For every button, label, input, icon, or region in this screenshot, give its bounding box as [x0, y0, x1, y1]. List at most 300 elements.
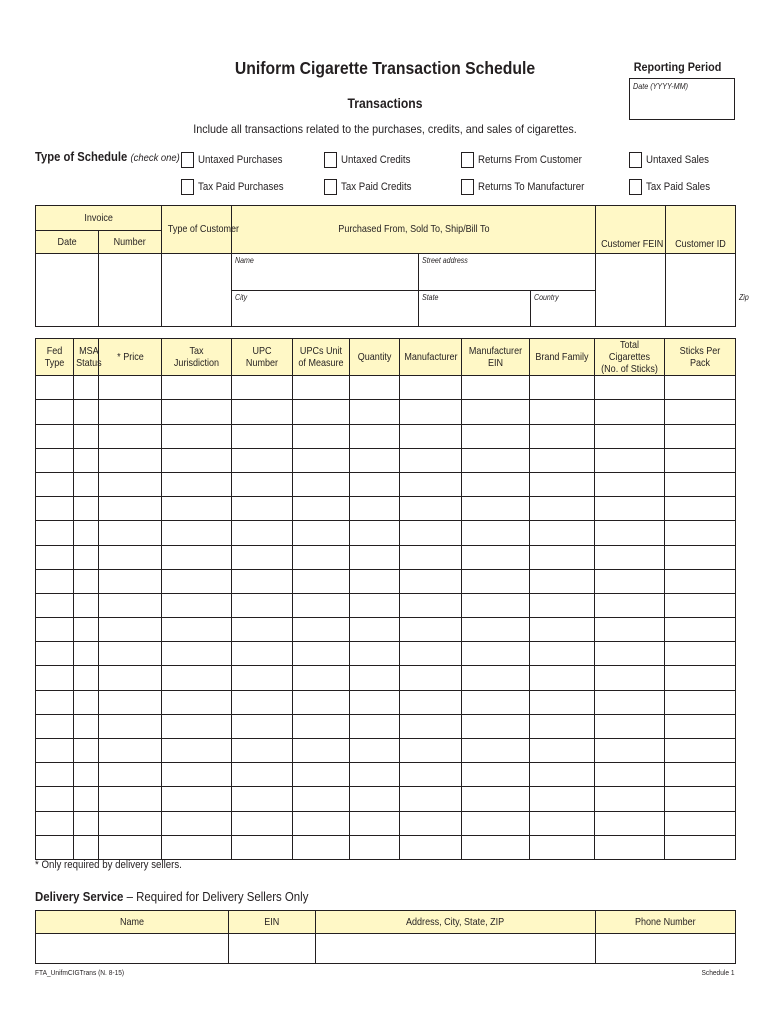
transaction-cell[interactable]: [462, 376, 530, 400]
transaction-cell[interactable]: [99, 739, 162, 763]
transaction-cell[interactable]: [74, 714, 99, 738]
transaction-cell[interactable]: [162, 376, 232, 400]
transaction-cell[interactable]: [74, 545, 99, 569]
transactions-header-cell: Quantity: [350, 339, 400, 376]
transaction-cell[interactable]: [293, 400, 350, 424]
transaction-row: [36, 472, 736, 496]
transaction-cell[interactable]: [350, 787, 400, 811]
instructions: Include all transactions related to the purchases, credits, and sales of cigarettes.: [193, 122, 577, 136]
type-of-customer-field[interactable]: [162, 254, 232, 327]
transaction-cell[interactable]: [232, 618, 293, 642]
checkbox-box[interactable]: [181, 152, 194, 168]
transaction-cell[interactable]: [595, 472, 665, 496]
delivery-name-header: Name: [36, 911, 229, 934]
transaction-cell[interactable]: [74, 569, 99, 593]
transaction-cell[interactable]: [232, 472, 293, 496]
transaction-cell[interactable]: [162, 448, 232, 472]
transaction-cell[interactable]: [530, 618, 595, 642]
transaction-row: [36, 497, 736, 521]
city-field[interactable]: City: [232, 291, 419, 327]
checkbox-box[interactable]: [461, 179, 474, 195]
transaction-cell[interactable]: [36, 714, 74, 738]
transaction-cell[interactable]: [400, 521, 462, 545]
checkbox-tax-paid-credits[interactable]: [324, 179, 421, 195]
transaction-cell[interactable]: [665, 545, 736, 569]
transaction-cell[interactable]: [36, 690, 74, 714]
transaction-cell[interactable]: [462, 811, 530, 835]
transaction-cell[interactable]: [162, 835, 232, 859]
transaction-cell[interactable]: [74, 811, 99, 835]
street-address-field[interactable]: Street address: [419, 254, 596, 291]
transaction-cell[interactable]: [293, 787, 350, 811]
transaction-cell[interactable]: [36, 424, 74, 448]
transaction-cell[interactable]: [99, 521, 162, 545]
transaction-cell[interactable]: [293, 763, 350, 787]
delivery-ein-field[interactable]: [229, 934, 316, 964]
transaction-cell[interactable]: [99, 376, 162, 400]
invoice-number-field[interactable]: [99, 254, 162, 327]
transaction-cell[interactable]: [293, 521, 350, 545]
checkbox-untaxed-sales[interactable]: [629, 152, 718, 168]
invoice-table: Invoice Type of Customer Purchased From, Sold To, Ship/Bill To Customer FEIN Customer ID Date Number Name Street address City State Country Zip: [35, 205, 736, 327]
transaction-cell[interactable]: [74, 739, 99, 763]
transaction-cell[interactable]: [36, 521, 74, 545]
transaction-cell[interactable]: [99, 642, 162, 666]
transaction-cell[interactable]: [99, 835, 162, 859]
transaction-cell[interactable]: [350, 497, 400, 521]
transaction-cell[interactable]: [665, 739, 736, 763]
transaction-cell[interactable]: [350, 642, 400, 666]
checkbox-tax-paid-sales[interactable]: [629, 179, 719, 195]
transaction-row: [36, 448, 736, 472]
transaction-cell[interactable]: [530, 569, 595, 593]
transaction-cell[interactable]: [293, 448, 350, 472]
transaction-cell[interactable]: [232, 835, 293, 859]
transaction-cell[interactable]: [530, 642, 595, 666]
transaction-cell[interactable]: [530, 666, 595, 690]
checkbox-untaxed-credits[interactable]: [324, 152, 420, 168]
transaction-cell[interactable]: [400, 448, 462, 472]
transaction-cell[interactable]: [162, 593, 232, 617]
transaction-row: [36, 714, 736, 738]
form-subtitle: Transactions: [347, 96, 423, 111]
transaction-cell[interactable]: [162, 472, 232, 496]
transaction-row: [36, 642, 736, 666]
transaction-cell[interactable]: [74, 472, 99, 496]
transaction-cell[interactable]: [232, 811, 293, 835]
transaction-cell[interactable]: [665, 593, 736, 617]
transaction-cell[interactable]: [595, 593, 665, 617]
transaction-cell[interactable]: [99, 787, 162, 811]
transaction-cell[interactable]: [350, 835, 400, 859]
transaction-cell[interactable]: [350, 666, 400, 690]
transaction-cell[interactable]: [530, 424, 595, 448]
transaction-cell[interactable]: [293, 424, 350, 448]
transaction-cell[interactable]: [530, 835, 595, 859]
transaction-cell[interactable]: [293, 618, 350, 642]
transaction-cell[interactable]: [36, 448, 74, 472]
transaction-cell[interactable]: [400, 618, 462, 642]
transaction-cell[interactable]: [595, 835, 665, 859]
transaction-cell[interactable]: [595, 497, 665, 521]
transaction-cell[interactable]: [36, 400, 74, 424]
transaction-cell[interactable]: [232, 787, 293, 811]
transaction-cell[interactable]: [665, 376, 736, 400]
transaction-cell[interactable]: [293, 545, 350, 569]
delivery-name-field[interactable]: [36, 934, 229, 964]
transaction-cell[interactable]: [350, 400, 400, 424]
transaction-cell[interactable]: [232, 497, 293, 521]
transaction-cell[interactable]: [595, 618, 665, 642]
transaction-cell[interactable]: [350, 448, 400, 472]
transaction-cell[interactable]: [162, 763, 232, 787]
delivery-service-heading: [35, 889, 308, 904]
transaction-cell[interactable]: [665, 714, 736, 738]
transaction-cell[interactable]: [595, 666, 665, 690]
transaction-cell[interactable]: [232, 448, 293, 472]
delivery-phone-header: Phone Number: [596, 911, 736, 934]
transaction-cell[interactable]: [162, 497, 232, 521]
transaction-cell[interactable]: [162, 569, 232, 593]
transaction-cell[interactable]: [350, 739, 400, 763]
transaction-cell[interactable]: [74, 448, 99, 472]
transaction-cell[interactable]: [36, 618, 74, 642]
transaction-cell[interactable]: [350, 714, 400, 738]
transaction-cell[interactable]: [74, 497, 99, 521]
transaction-cell[interactable]: [293, 497, 350, 521]
transaction-cell[interactable]: [232, 714, 293, 738]
transaction-cell[interactable]: [462, 739, 530, 763]
transaction-cell[interactable]: [99, 593, 162, 617]
transaction-cell[interactable]: [462, 835, 530, 859]
checkbox-label: Tax Paid Sales: [646, 181, 711, 193]
transaction-row: [36, 787, 736, 811]
transaction-cell[interactable]: [162, 739, 232, 763]
transaction-cell[interactable]: [665, 666, 736, 690]
name-field[interactable]: Name: [232, 254, 419, 291]
invoice-date-header: Date: [36, 231, 99, 254]
transaction-cell[interactable]: [162, 618, 232, 642]
transaction-cell[interactable]: [595, 763, 665, 787]
transaction-cell[interactable]: [293, 811, 350, 835]
transaction-cell[interactable]: [462, 690, 530, 714]
transaction-cell[interactable]: [462, 714, 530, 738]
transaction-cell[interactable]: [36, 376, 74, 400]
transaction-cell[interactable]: [162, 521, 232, 545]
transaction-cell[interactable]: [162, 400, 232, 424]
transaction-cell[interactable]: [74, 666, 99, 690]
transaction-cell[interactable]: [665, 787, 736, 811]
transaction-cell[interactable]: [462, 400, 530, 424]
transaction-cell[interactable]: [293, 472, 350, 496]
transaction-cell[interactable]: [74, 618, 99, 642]
checkbox-returns-to-manufacturer[interactable]: [461, 179, 599, 195]
transaction-cell[interactable]: [530, 811, 595, 835]
transaction-cell[interactable]: [232, 424, 293, 448]
transaction-cell[interactable]: [350, 811, 400, 835]
transaction-cell[interactable]: [162, 642, 232, 666]
transaction-cell[interactable]: [36, 472, 74, 496]
checkbox-box[interactable]: [324, 179, 337, 195]
transaction-cell[interactable]: [232, 593, 293, 617]
transaction-cell[interactable]: [530, 545, 595, 569]
transaction-cell[interactable]: [36, 497, 74, 521]
transaction-cell[interactable]: [530, 787, 595, 811]
transaction-cell[interactable]: [350, 593, 400, 617]
transaction-cell[interactable]: [99, 400, 162, 424]
transaction-cell[interactable]: [530, 690, 595, 714]
transaction-cell[interactable]: [665, 472, 736, 496]
transaction-cell[interactable]: [462, 787, 530, 811]
transaction-cell[interactable]: [232, 642, 293, 666]
transaction-cell[interactable]: [595, 424, 665, 448]
transaction-cell[interactable]: [530, 739, 595, 763]
delivery-phone-field[interactable]: [596, 934, 736, 964]
transaction-cell[interactable]: [462, 569, 530, 593]
delivery-footnote: * Only required by delivery sellers.: [35, 859, 182, 871]
form-id: FTA_UnifmCIGTrans (N. 8-15): [35, 968, 125, 977]
transaction-cell[interactable]: [99, 690, 162, 714]
transaction-cell[interactable]: [462, 424, 530, 448]
country-field[interactable]: Country: [531, 291, 596, 327]
transaction-cell[interactable]: [462, 545, 530, 569]
transaction-cell[interactable]: [232, 739, 293, 763]
transaction-cell[interactable]: [293, 666, 350, 690]
transaction-row: [36, 545, 736, 569]
transaction-cell[interactable]: [400, 472, 462, 496]
transaction-cell[interactable]: [462, 497, 530, 521]
checkbox-tax-paid-purchases[interactable]: [181, 179, 295, 195]
transaction-cell[interactable]: [99, 618, 162, 642]
transaction-cell[interactable]: [400, 763, 462, 787]
transaction-cell[interactable]: [36, 811, 74, 835]
transaction-cell[interactable]: [665, 618, 736, 642]
transaction-cell[interactable]: [74, 835, 99, 859]
purchased-from-header: Purchased From, Sold To, Ship/Bill To: [232, 206, 596, 254]
checkbox-box[interactable]: [181, 179, 194, 195]
transaction-cell[interactable]: [530, 593, 595, 617]
transaction-row: [36, 835, 736, 859]
transaction-cell[interactable]: [595, 400, 665, 424]
transaction-cell[interactable]: [36, 593, 74, 617]
transaction-cell[interactable]: [99, 811, 162, 835]
delivery-address-field[interactable]: [316, 934, 596, 964]
transaction-cell[interactable]: [595, 545, 665, 569]
transaction-cell[interactable]: [99, 569, 162, 593]
checkbox-box[interactable]: [629, 152, 642, 168]
transaction-row: [36, 618, 736, 642]
transaction-cell[interactable]: [665, 497, 736, 521]
transaction-cell[interactable]: [665, 690, 736, 714]
transaction-cell[interactable]: [530, 472, 595, 496]
transaction-cell[interactable]: [99, 545, 162, 569]
transaction-cell[interactable]: [99, 472, 162, 496]
transaction-cell[interactable]: [74, 690, 99, 714]
transaction-cell[interactable]: [400, 642, 462, 666]
transaction-cell[interactable]: [36, 763, 74, 787]
customer-fein-field[interactable]: [596, 254, 666, 327]
transaction-cell[interactable]: [36, 666, 74, 690]
transaction-cell[interactable]: [350, 763, 400, 787]
transaction-cell[interactable]: [595, 642, 665, 666]
transaction-cell[interactable]: [400, 376, 462, 400]
transaction-cell[interactable]: [530, 497, 595, 521]
transaction-cell[interactable]: [74, 376, 99, 400]
checkbox-box[interactable]: [324, 152, 337, 168]
transaction-cell[interactable]: [232, 545, 293, 569]
transaction-cell[interactable]: [665, 642, 736, 666]
transaction-cell[interactable]: [36, 642, 74, 666]
transaction-cell[interactable]: [74, 424, 99, 448]
transaction-cell[interactable]: [293, 690, 350, 714]
transaction-cell[interactable]: [99, 497, 162, 521]
transaction-cell[interactable]: [400, 545, 462, 569]
transactions-header-cell: Fed Type: [36, 339, 74, 376]
transaction-cell[interactable]: [595, 714, 665, 738]
customer-id-field[interactable]: [666, 254, 736, 327]
transaction-cell[interactable]: [162, 545, 232, 569]
transaction-cell[interactable]: [530, 763, 595, 787]
transaction-cell[interactable]: [665, 424, 736, 448]
checkbox-box[interactable]: [461, 152, 474, 168]
transaction-cell[interactable]: [400, 835, 462, 859]
transaction-cell[interactable]: [293, 714, 350, 738]
transaction-cell[interactable]: [595, 521, 665, 545]
transaction-cell[interactable]: [99, 714, 162, 738]
transaction-row: [36, 424, 736, 448]
transaction-cell[interactable]: [665, 835, 736, 859]
transaction-cell[interactable]: [232, 569, 293, 593]
transaction-cell[interactable]: [595, 739, 665, 763]
transaction-cell[interactable]: [350, 618, 400, 642]
transaction-cell[interactable]: [350, 690, 400, 714]
invoice-number-header: Number: [99, 231, 162, 254]
transaction-cell[interactable]: [74, 787, 99, 811]
transaction-cell[interactable]: [400, 497, 462, 521]
transaction-cell[interactable]: [665, 811, 736, 835]
transaction-row: [36, 690, 736, 714]
transaction-cell[interactable]: [530, 448, 595, 472]
transaction-cell[interactable]: [462, 642, 530, 666]
transaction-cell[interactable]: [162, 811, 232, 835]
transaction-cell[interactable]: [462, 593, 530, 617]
transaction-cell[interactable]: [400, 739, 462, 763]
transaction-row: [36, 569, 736, 593]
transaction-cell[interactable]: [232, 690, 293, 714]
transaction-cell[interactable]: [400, 714, 462, 738]
transaction-cell[interactable]: [400, 787, 462, 811]
transaction-cell[interactable]: [162, 714, 232, 738]
state-field[interactable]: State: [419, 291, 531, 327]
transaction-cell[interactable]: [36, 569, 74, 593]
transaction-cell[interactable]: [99, 666, 162, 690]
transaction-cell[interactable]: [232, 400, 293, 424]
transaction-cell[interactable]: [350, 424, 400, 448]
transaction-cell[interactable]: [232, 521, 293, 545]
delivery-address-header: Address, City, State, ZIP: [316, 911, 596, 934]
transaction-cell[interactable]: [462, 521, 530, 545]
transaction-cell[interactable]: [293, 376, 350, 400]
transaction-row: [36, 666, 736, 690]
invoice-date-field[interactable]: [36, 254, 99, 327]
transaction-cell[interactable]: [232, 763, 293, 787]
transaction-cell[interactable]: [595, 376, 665, 400]
transaction-cell[interactable]: [99, 763, 162, 787]
transaction-cell[interactable]: [400, 811, 462, 835]
transaction-cell[interactable]: [36, 739, 74, 763]
transaction-cell[interactable]: [595, 787, 665, 811]
transaction-cell[interactable]: [293, 642, 350, 666]
transaction-cell[interactable]: [36, 545, 74, 569]
transaction-cell[interactable]: [162, 787, 232, 811]
transaction-cell[interactable]: [665, 763, 736, 787]
schedule-type-hint: (check one): [130, 152, 180, 164]
transaction-cell[interactable]: [232, 376, 293, 400]
transaction-cell[interactable]: [462, 763, 530, 787]
transaction-cell[interactable]: [350, 472, 400, 496]
transaction-cell[interactable]: [74, 400, 99, 424]
transaction-cell[interactable]: [162, 424, 232, 448]
transaction-cell[interactable]: [595, 690, 665, 714]
transaction-cell[interactable]: [665, 448, 736, 472]
transaction-cell[interactable]: [36, 787, 74, 811]
transaction-cell[interactable]: [400, 400, 462, 424]
transaction-cell[interactable]: [665, 400, 736, 424]
checkbox-returns-from-customer[interactable]: [461, 152, 596, 168]
transaction-cell[interactable]: [530, 400, 595, 424]
transaction-cell[interactable]: [74, 521, 99, 545]
transaction-cell[interactable]: [232, 666, 293, 690]
checkbox-box[interactable]: [629, 179, 642, 195]
transaction-cell[interactable]: [400, 690, 462, 714]
transaction-cell[interactable]: [665, 521, 736, 545]
transaction-cell[interactable]: [400, 424, 462, 448]
transaction-cell[interactable]: [162, 690, 232, 714]
transaction-cell[interactable]: [74, 593, 99, 617]
transaction-cell[interactable]: [462, 618, 530, 642]
transaction-cell[interactable]: [293, 835, 350, 859]
transaction-cell[interactable]: [595, 448, 665, 472]
transaction-cell[interactable]: [400, 593, 462, 617]
transaction-cell[interactable]: [400, 569, 462, 593]
transaction-cell[interactable]: [293, 739, 350, 763]
transaction-cell[interactable]: [665, 569, 736, 593]
transaction-cell[interactable]: [530, 521, 595, 545]
transaction-cell[interactable]: [595, 811, 665, 835]
transaction-cell[interactable]: [595, 569, 665, 593]
transaction-cell[interactable]: [530, 376, 595, 400]
transaction-cell[interactable]: [162, 666, 232, 690]
transaction-cell[interactable]: [350, 521, 400, 545]
transaction-cell[interactable]: [462, 472, 530, 496]
transaction-cell[interactable]: [350, 376, 400, 400]
transaction-cell[interactable]: [293, 593, 350, 617]
transaction-cell[interactable]: [99, 448, 162, 472]
transaction-cell[interactable]: [74, 642, 99, 666]
transaction-cell[interactable]: [350, 545, 400, 569]
transaction-cell[interactable]: [293, 569, 350, 593]
transaction-cell[interactable]: [530, 714, 595, 738]
transaction-cell[interactable]: [400, 666, 462, 690]
checkbox-untaxed-purchases[interactable]: [181, 152, 294, 168]
transaction-cell[interactable]: [462, 666, 530, 690]
transaction-cell[interactable]: [462, 448, 530, 472]
transaction-cell[interactable]: [36, 835, 74, 859]
transaction-cell[interactable]: [350, 569, 400, 593]
transaction-cell[interactable]: [74, 763, 99, 787]
delivery-service-subtitle: – Required for Delivery Sellers Only: [123, 889, 309, 904]
transaction-cell[interactable]: [99, 424, 162, 448]
